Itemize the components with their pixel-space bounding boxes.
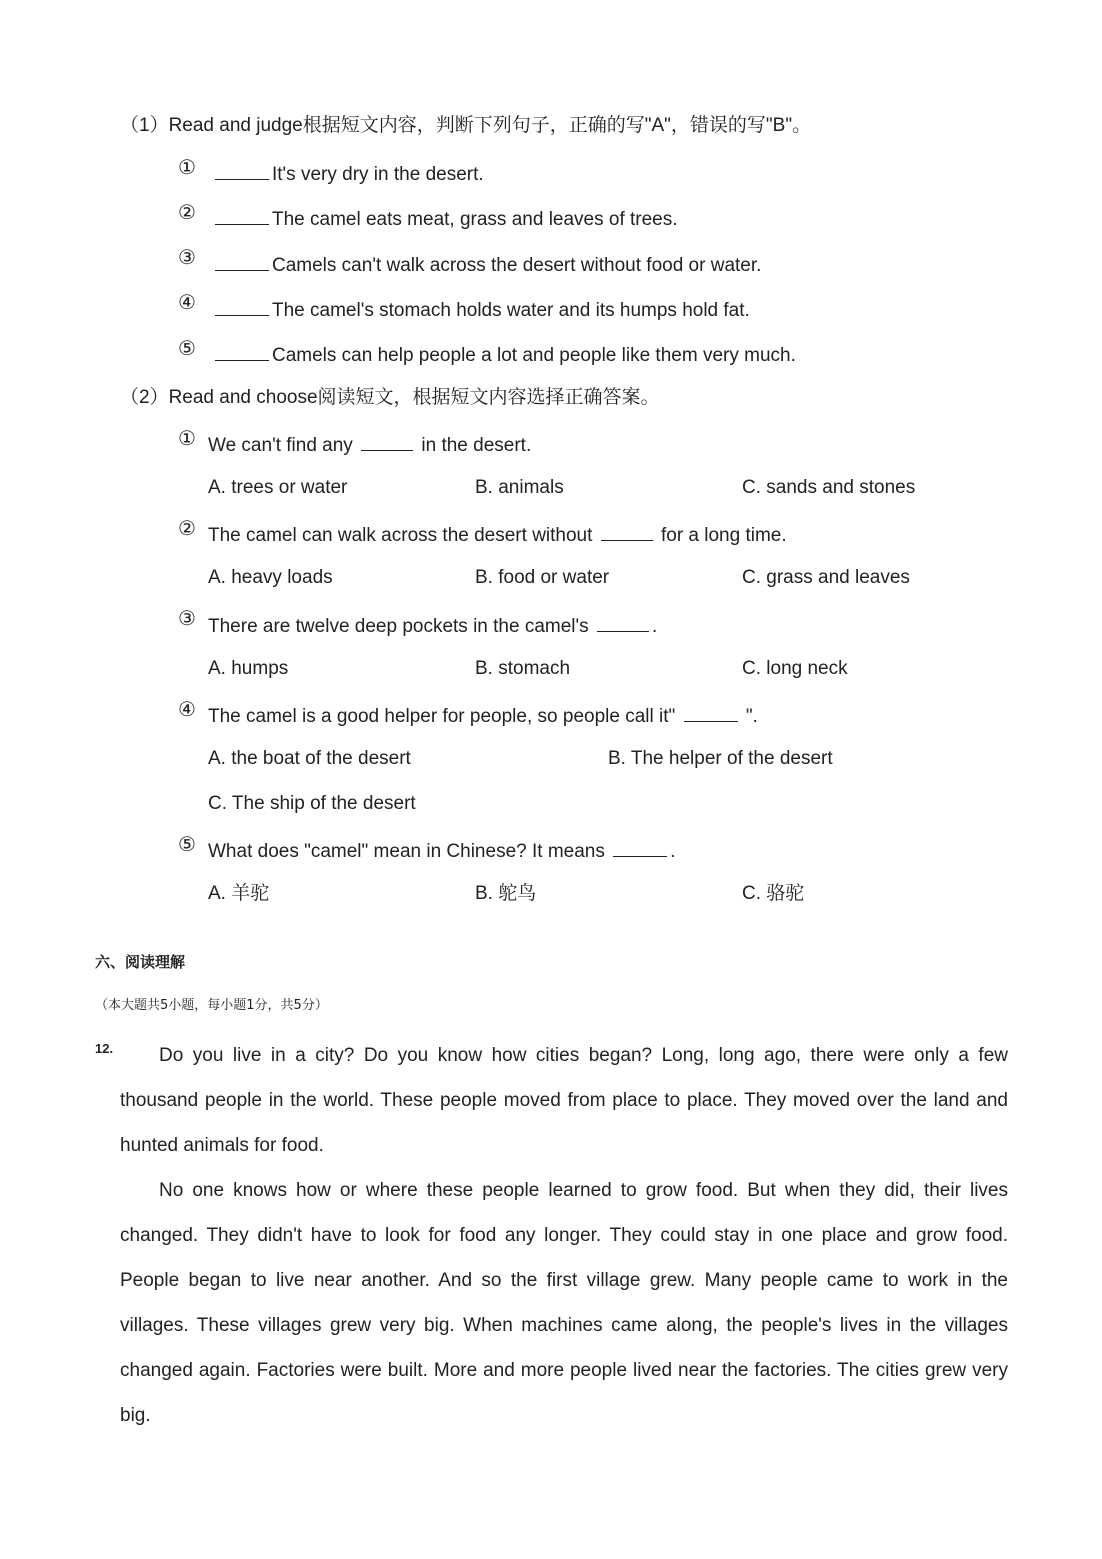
answer-blank[interactable] bbox=[613, 837, 667, 857]
question-text: for a long time. bbox=[660, 525, 787, 546]
choose-question-3 bbox=[208, 612, 657, 639]
answer-blank[interactable] bbox=[215, 296, 269, 316]
option-c[interactable]: C. The ship of the desert bbox=[208, 793, 416, 814]
question-text: There are twelve deep pockets in the camel's bbox=[208, 616, 589, 637]
judge-item-4 bbox=[212, 296, 750, 323]
judge-2-number: ② bbox=[178, 202, 196, 224]
judge-item-1 bbox=[212, 160, 484, 187]
choose-3-number: ③ bbox=[178, 608, 196, 630]
option-a[interactable]: A. 羊驼 bbox=[208, 883, 270, 904]
question-text: . bbox=[670, 841, 676, 862]
option-c[interactable]: C. 骆驼 bbox=[742, 883, 805, 904]
choose-question-5 bbox=[208, 837, 675, 864]
part2-header bbox=[120, 386, 660, 410]
part2-label: （2） bbox=[120, 387, 169, 408]
judge-item-5 bbox=[212, 341, 796, 368]
part1-label: （1） bbox=[120, 115, 169, 136]
choose-question-1 bbox=[208, 431, 531, 458]
answer-blank[interactable] bbox=[601, 521, 653, 541]
answer-blank[interactable] bbox=[215, 251, 269, 271]
answer-blank[interactable] bbox=[597, 612, 649, 632]
question-number: 12. bbox=[95, 1041, 114, 1056]
answer-blank[interactable] bbox=[684, 702, 738, 722]
judge-3-text: Camels can't walk across the desert without food or water. bbox=[272, 255, 762, 276]
section-title: 六、阅读理解 bbox=[95, 953, 186, 971]
question-text: . bbox=[651, 616, 658, 637]
judge-1-text: It's very dry in the desert. bbox=[272, 164, 484, 185]
judge-2-text: The camel eats meat, grass and leaves of trees. bbox=[272, 209, 678, 230]
judge-item-2 bbox=[212, 205, 678, 232]
choose-question-2 bbox=[208, 521, 787, 548]
paragraph-text: Do you live in a city? Do you know how cities began? Long, long ago, there were only a few thousand people in the world. These people moved from place to place. They moved over the land and hunted animals for food. bbox=[120, 1045, 1008, 1156]
question-text: What does "camel" mean in Chinese? It means bbox=[208, 841, 605, 862]
option-a[interactable]: A. heavy loads bbox=[208, 567, 333, 588]
option-b[interactable]: B. 鸵鸟 bbox=[475, 883, 537, 904]
choose-1-number: ① bbox=[178, 428, 196, 450]
paragraph-text: No one knows how or where these people learned to grow food. But when they did, their lives changed. They didn't have to look for food any longer. They could stay in one place and grow food. People began to live near another. And so the first village grew. Many people came to work in the villages. These villages grew very big. When machines came along, the people's lives in the villages changed again. Factories were built. More and more people lived near the factories. The cities grew very big. bbox=[120, 1180, 1008, 1426]
option-a[interactable]: A. trees or water bbox=[208, 477, 348, 498]
part1-header bbox=[120, 114, 811, 138]
judge-4-text: The camel's stomach holds water and its humps hold fat. bbox=[272, 300, 750, 321]
option-b[interactable]: B. animals bbox=[475, 477, 564, 498]
part1-instruction: Read and judge根据短文内容，判断下列句子，正确的写"A"，错误的写"B"。 bbox=[168, 115, 812, 136]
answer-blank[interactable] bbox=[215, 160, 269, 180]
answer-blank[interactable] bbox=[361, 431, 413, 451]
section-note: （本大题共5小题，每小题1分，共5分） bbox=[95, 998, 328, 1013]
judge-4-number: ④ bbox=[178, 292, 196, 314]
option-b[interactable]: B. food or water bbox=[475, 567, 610, 588]
choose-5-number: ⑤ bbox=[178, 834, 196, 856]
passage-paragraph-1 bbox=[120, 1033, 1008, 1168]
answer-blank[interactable] bbox=[215, 341, 269, 361]
choose-question-4 bbox=[208, 702, 758, 729]
option-c[interactable]: C. sands and stones bbox=[742, 477, 916, 498]
judge-3-number: ③ bbox=[178, 247, 196, 269]
question-text: ". bbox=[745, 706, 758, 727]
option-b[interactable]: B. The helper of the desert bbox=[608, 748, 833, 769]
choose-2-number: ② bbox=[178, 518, 196, 540]
question-text: We can't find any bbox=[208, 435, 353, 456]
judge-5-number: ⑤ bbox=[178, 338, 196, 360]
question-text: The camel is a good helper for people, so people call it" bbox=[208, 706, 676, 727]
part2-instruction: Read and choose阅读短文，根据短文内容选择正确答案。 bbox=[168, 387, 660, 408]
question-text: in the desert. bbox=[421, 435, 532, 456]
option-b[interactable]: B. stomach bbox=[475, 658, 571, 679]
judge-5-text: Camels can help people a lot and people like them very much. bbox=[272, 345, 796, 366]
option-c[interactable]: C. grass and leaves bbox=[742, 567, 910, 588]
question-text: The camel can walk across the desert without bbox=[208, 525, 593, 546]
option-a[interactable]: A. humps bbox=[208, 658, 289, 679]
choose-4-number: ④ bbox=[178, 699, 196, 721]
answer-blank[interactable] bbox=[215, 205, 269, 225]
judge-1-number: ① bbox=[178, 157, 196, 179]
option-a[interactable]: A. the boat of the desert bbox=[208, 748, 411, 769]
passage-paragraph-2 bbox=[120, 1168, 1008, 1438]
judge-item-3 bbox=[212, 251, 761, 278]
option-c[interactable]: C. long neck bbox=[742, 658, 848, 679]
